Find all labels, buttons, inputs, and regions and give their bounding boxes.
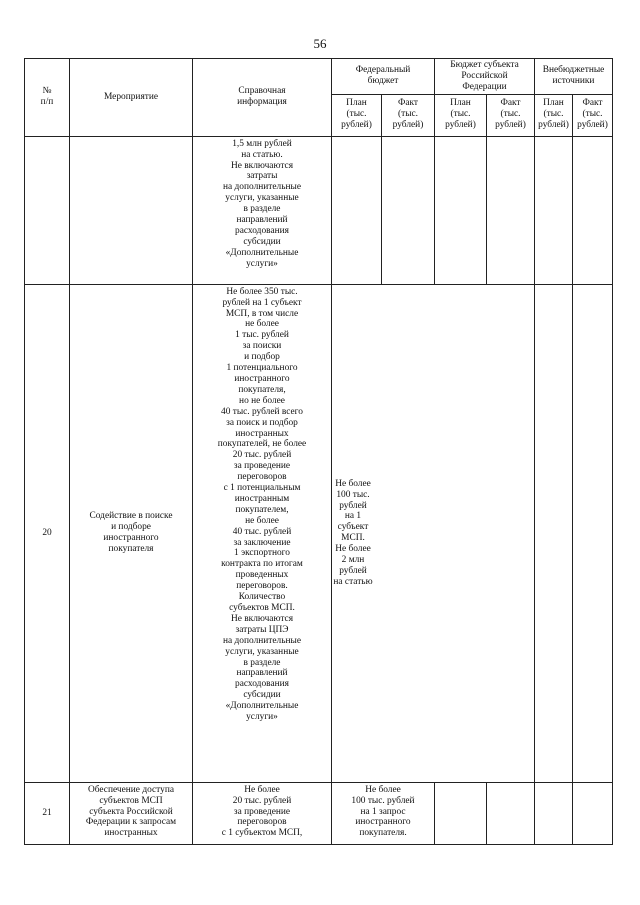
header-extra-plan: План (тыс. рублей) (535, 94, 573, 136)
row-regional-plan (435, 136, 487, 284)
row-num: 21 (25, 782, 70, 844)
row-info: Не более 350 тыс. рублей на 1 субъект МСП, в том числе не более 1 тыс. рублей за поиски и подбор 1 потенциального иностранного покупателя, но не более 40 тыс. рублей всего за поиск и подбор иностранных покупателей, не более 20 тыс. рублей за проведение переговоров с 1 потенциальным иностранным покупателем, не более 40 тыс. рублей за заключение 1 экспортного контракта по итогам проведенных переговоров. Количество субъектов МСП. Не включаются затраты ЦПЭ на дополнительные услуги, указанные в разделе направлений расходования субсидии «Дополнительные услуги» (193, 284, 332, 782)
table-row (25, 136, 613, 284)
row-info: 1,5 млн рублей на статью. Не включаются затраты на дополнительные услуги, указанные в разделе направлений расходования субсидии «Дополнительные услуги» (193, 136, 332, 284)
header-regional-budget: Бюджет субъекта Российской Федерации (435, 59, 535, 95)
header-federal-budget: Федеральный бюджет (332, 59, 435, 95)
header-extrabudgetary: Внебюджетные источники (535, 59, 613, 95)
row-regional-fact (487, 782, 535, 844)
budget-table (24, 58, 613, 845)
row-event: Обеспечение доступа субъектов МСП субъекта Российской Федерации к запросам иностранных (70, 782, 193, 844)
header-info: Справочная информация (193, 59, 332, 137)
row-extra-fact (573, 136, 613, 284)
row-extra-fact (573, 284, 613, 782)
row-info: Не более 20 тыс. рублей за проведение переговоров с 1 субъектом МСП, (193, 782, 332, 844)
row-extra-fact (573, 782, 613, 844)
header-row-1 (25, 59, 613, 95)
table-row (25, 284, 613, 782)
header-num: № п/п (25, 59, 70, 137)
row-federal-plan (332, 136, 382, 284)
header-extra-fact: Факт (тыс. рублей) (573, 94, 613, 136)
row-event (70, 136, 193, 284)
header-regional-plan: План (тыс. рублей) (435, 94, 487, 136)
row-regional-fact (487, 136, 535, 284)
row-num (25, 136, 70, 284)
row-regional-plan (435, 782, 487, 844)
row-budget-merged: Не более 100 тыс. рублей на 1 запрос иностранного покупателя. (332, 782, 435, 844)
header-regional-fact: Факт (тыс. рублей) (487, 94, 535, 136)
header-event: Мероприятие (70, 59, 193, 137)
row-extra-plan (535, 284, 573, 782)
row-event: Содействие в поиске и подборе иностранного покупателя (70, 284, 193, 782)
header-federal-plan: План (тыс. рублей) (332, 94, 382, 136)
table-row (25, 782, 613, 844)
row-federal-fact (382, 136, 435, 284)
header-federal-fact: Факт (тыс. рублей) (382, 94, 435, 136)
row-budget-merged: Не более 100 тыс. рублей на 1 субъект МСП. Не более 2 млн рублей на статью (332, 284, 535, 782)
page-number: 56 (313, 36, 327, 51)
row-num: 20 (25, 284, 70, 782)
row-extra-plan (535, 136, 573, 284)
row-extra-plan (535, 782, 573, 844)
